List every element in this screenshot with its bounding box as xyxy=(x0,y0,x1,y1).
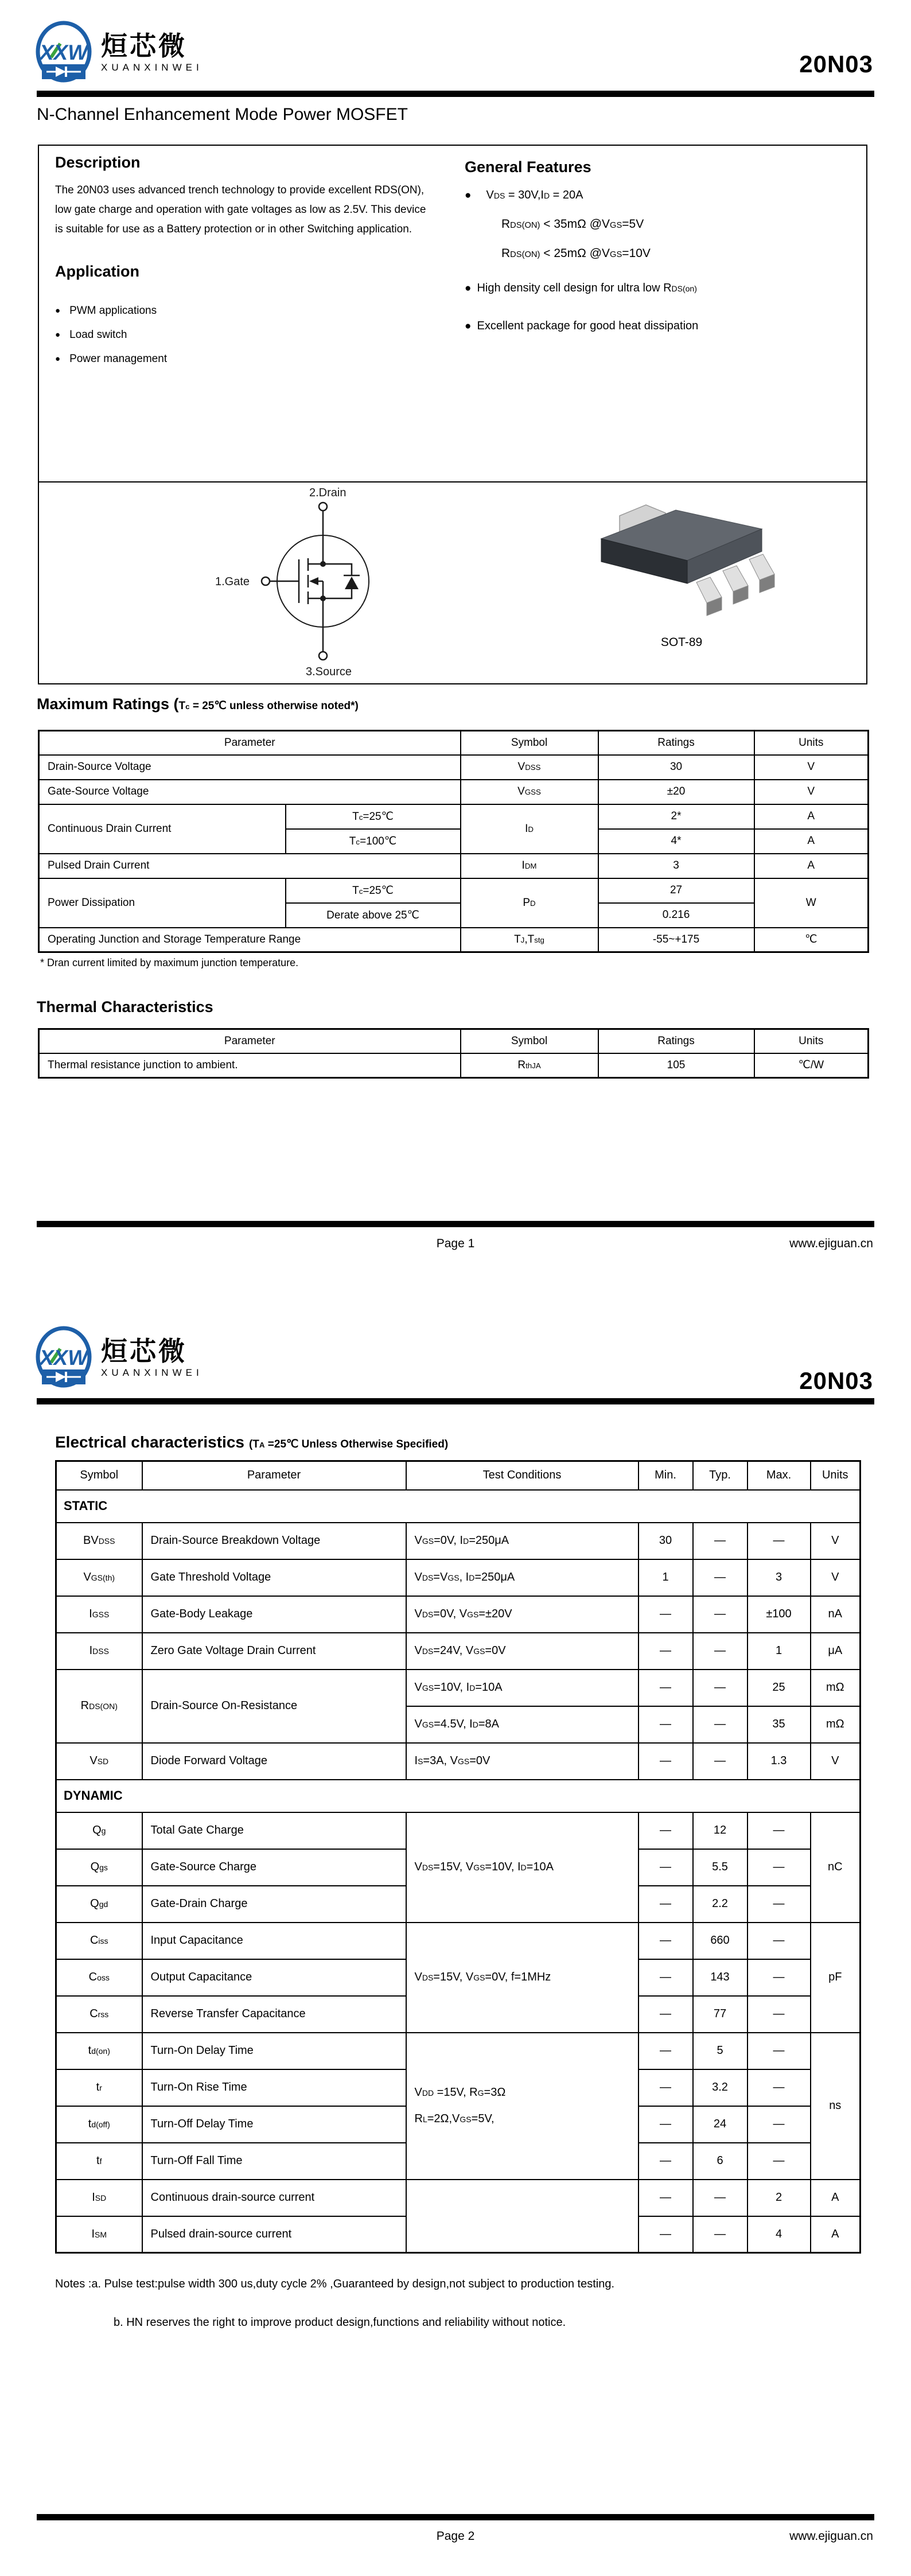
overview-text-area xyxy=(39,146,866,482)
table-cell: Tc=25℃ xyxy=(286,804,461,829)
table-cell: Qg xyxy=(56,1812,142,1849)
document-title: N-Channel Enhancement Mode Power MOSFET xyxy=(37,105,408,124)
column-header: Symbol xyxy=(461,731,598,755)
table-cell: 30 xyxy=(639,1523,693,1559)
table-cell: Gate Threshold Voltage xyxy=(142,1559,406,1596)
table-cell: — xyxy=(639,1996,693,2033)
bullet-icon: ● xyxy=(55,306,61,316)
table-cell: — xyxy=(748,1523,811,1559)
feature-item-label: High density cell design for ultra low RDS(on) xyxy=(477,282,697,294)
features-column xyxy=(465,158,844,336)
table-cell: — xyxy=(748,2143,811,2180)
bullet-icon: ● xyxy=(55,354,61,364)
mosfet-symbol-diagram xyxy=(168,484,421,681)
table-cell: nC xyxy=(811,1812,861,1923)
table-cell: 12 xyxy=(693,1812,748,1849)
table-cell: Zero Gate Voltage Drain Current xyxy=(142,1633,406,1670)
table-cell: V xyxy=(754,780,869,804)
table-cell: 1 xyxy=(639,1559,693,1596)
table-cell: td(on) xyxy=(56,2033,142,2069)
table-cell: -55~+175 xyxy=(598,928,754,952)
table-cell: — xyxy=(639,1670,693,1706)
table-cell: A xyxy=(754,854,869,878)
table-cell: VDS=15V, VGS=0V, f=1MHz xyxy=(406,1923,639,2033)
column-header: Parameter xyxy=(39,1029,461,1053)
table-cell: mΩ xyxy=(811,1670,861,1706)
header-divider xyxy=(37,91,874,97)
table-cell: Thermal resistance junction to ambient. xyxy=(39,1053,461,1078)
table-cell: 143 xyxy=(693,1959,748,1996)
table-cell: — xyxy=(693,1743,748,1780)
table-cell: VDD =15V, RG=3Ω RL=2Ω,VGS=5V, xyxy=(406,2033,639,2180)
list-item-label: PWM applications xyxy=(69,304,157,317)
table-cell: mΩ xyxy=(811,1706,861,1743)
table-cell: ISD xyxy=(56,2180,142,2216)
column-header: Units xyxy=(754,1029,869,1053)
table-cell: A xyxy=(754,829,869,854)
table-cell: Gate-Source Charge xyxy=(142,1849,406,1886)
table-cell: 4* xyxy=(598,829,754,854)
table-cell: VDS=0V, VGS=±20V xyxy=(406,1596,639,1633)
section-row-label: DYNAMIC xyxy=(56,1780,861,1812)
column-header: Min. xyxy=(639,1461,693,1490)
table-cell: Gate-Source Voltage xyxy=(39,780,461,804)
page-number: Page 1 xyxy=(436,1237,475,1250)
table-cell: 5 xyxy=(693,2033,748,2069)
list-item xyxy=(55,305,435,317)
table-cell: A xyxy=(811,2216,861,2253)
table-cell: — xyxy=(639,2033,693,2069)
column-header: Ratings xyxy=(598,1029,754,1053)
table-cell: μA xyxy=(811,1633,861,1670)
maximum-ratings-table xyxy=(38,730,869,953)
table-cell: V xyxy=(754,755,869,780)
table-cell: 24 xyxy=(693,2106,748,2143)
brand-name-cn: 烜芯微 xyxy=(101,31,187,61)
table-cell: Tc=100℃ xyxy=(286,829,461,854)
table-cell: — xyxy=(748,2069,811,2106)
table-cell: ISM xyxy=(56,2216,142,2253)
electrical-characteristics-heading xyxy=(55,1433,448,1452)
column-header: Units xyxy=(754,731,869,755)
table-cell: — xyxy=(693,1670,748,1706)
brand-text-block xyxy=(101,32,203,73)
table-cell: 4 xyxy=(748,2216,811,2253)
list-item-label: Load switch xyxy=(69,328,127,341)
part-number: 20N03 xyxy=(799,50,873,77)
logo-mark-icon xyxy=(34,20,93,85)
table-cell: A xyxy=(754,804,869,829)
application-heading: Application xyxy=(55,262,139,280)
table-cell: 2.2 xyxy=(693,1886,748,1923)
footer-divider xyxy=(37,1221,874,1227)
table-cell: Coss xyxy=(56,1959,142,1996)
table-cell: VDS=15V, VGS=10V, ID=10A xyxy=(406,1812,639,1923)
feature-item-label: VDS = 30V,ID = 20A xyxy=(486,189,583,201)
table-cell: V xyxy=(811,1523,861,1559)
table-cell: Drain-Source Voltage xyxy=(39,755,461,780)
brand-text-block xyxy=(101,1337,203,1378)
brand-name-cn: 烜芯微 xyxy=(101,1336,187,1367)
table-cell: Diode Forward Voltage xyxy=(142,1743,406,1780)
table-cell: — xyxy=(748,1849,811,1886)
table-cell: ±100 xyxy=(748,1596,811,1633)
feature-item xyxy=(465,316,844,336)
notes-line-a: Notes :a. Pulse test:pulse width 300 us,duty cycle 2% ,Guaranteed by design,not subject to production testing. xyxy=(55,2278,615,2290)
table-cell: nA xyxy=(811,1596,861,1633)
section-row-label: STATIC xyxy=(56,1490,861,1523)
package-label: SOT-89 xyxy=(660,636,703,649)
column-header: Ratings xyxy=(598,731,754,755)
table-cell: IDM xyxy=(461,854,598,878)
table-cell: — xyxy=(639,1812,693,1849)
gate-label: 1.Gate xyxy=(215,575,250,588)
table-cell: 35 xyxy=(748,1706,811,1743)
heading-text: Maximum Ratings ( xyxy=(37,695,179,713)
table-cell: — xyxy=(639,2143,693,2180)
table-cell: Turn-Off Delay Time xyxy=(142,2106,406,2143)
header-divider xyxy=(37,1398,874,1404)
feature-detail: RDS(ON) < 25mΩ @VGS=10V xyxy=(501,247,651,260)
table-cell: 77 xyxy=(693,1996,748,2033)
table-cell: 6 xyxy=(693,2143,748,2180)
description-column xyxy=(55,154,435,377)
table-cell: VGSS xyxy=(461,780,598,804)
website-link[interactable]: www.ejiguan.cn xyxy=(789,1237,873,1250)
table-cell: VGS=0V, ID=250μA xyxy=(406,1523,639,1559)
drain-label: 2.Drain xyxy=(309,487,347,499)
table-cell: Pulsed drain-source current xyxy=(142,2216,406,2253)
column-header: Symbol xyxy=(461,1029,598,1053)
table-cell: — xyxy=(693,2180,748,2216)
electrical-characteristics-table xyxy=(55,1460,861,2254)
feature-item-label: Excellent package for good heat dissipation xyxy=(477,320,699,333)
table-cell: — xyxy=(639,1959,693,1996)
table-cell: Total Gate Charge xyxy=(142,1812,406,1849)
column-header: Parameter xyxy=(39,731,461,755)
heading-note: (TA =25℃ Unless Otherwise Specified) xyxy=(248,1438,449,1450)
table-cell xyxy=(406,2180,639,2253)
package-illustration xyxy=(575,497,788,649)
table-cell: ℃ xyxy=(754,928,869,952)
feature-item xyxy=(465,278,844,298)
table-cell: — xyxy=(748,2106,811,2143)
column-header: Parameter xyxy=(142,1461,406,1490)
table-cell: Gate-Body Leakage xyxy=(142,1596,406,1633)
table-cell: Drain-Source Breakdown Voltage xyxy=(142,1523,406,1559)
table-cell: td(off) xyxy=(56,2106,142,2143)
table-cell: 0.216 xyxy=(598,903,754,928)
table-cell: 30 xyxy=(598,755,754,780)
table-cell: VDS=24V, VGS=0V xyxy=(406,1633,639,1670)
table-cell: A xyxy=(811,2180,861,2216)
table-cell: — xyxy=(693,1559,748,1596)
overview-box xyxy=(38,145,867,684)
table-cell: Power Dissipation xyxy=(39,878,286,928)
table-cell: IS=3A, VGS=0V xyxy=(406,1743,639,1780)
table-cell: IGSS xyxy=(56,1596,142,1633)
brand-name-en: XUANXINWEI xyxy=(101,1367,203,1378)
table-cell: TJ,Tstg xyxy=(461,928,598,952)
table-cell: — xyxy=(693,2216,748,2253)
application-list xyxy=(55,305,435,365)
footer-divider xyxy=(37,2514,874,2520)
table-cell: Turn-Off Fall Time xyxy=(142,2143,406,2180)
bullet-icon: ● xyxy=(55,330,61,340)
table-cell: V xyxy=(811,1743,861,1780)
table-cell: — xyxy=(639,1633,693,1670)
table-cell: RDS(ON) xyxy=(56,1670,142,1743)
features-heading: General Features xyxy=(465,158,591,176)
table-cell: VGS=10V, ID=10A xyxy=(406,1670,639,1706)
table-cell: ±20 xyxy=(598,780,754,804)
table-cell: — xyxy=(639,2180,693,2216)
table-cell: V xyxy=(811,1559,861,1596)
table-cell: 27 xyxy=(598,878,754,903)
bullet-icon: ● xyxy=(465,282,472,294)
bullet-icon: ● xyxy=(465,320,472,333)
column-header: Units xyxy=(811,1461,861,1490)
heading-text: Electrical characteristics xyxy=(55,1433,244,1451)
logo-mark-icon xyxy=(34,1325,93,1391)
heading-note: Tc = 25℃ unless otherwise noted*) xyxy=(178,700,359,712)
part-number: 20N03 xyxy=(799,1367,873,1394)
brand-name-en: XUANXINWEI xyxy=(101,61,203,73)
table-cell: Input Capacitance xyxy=(142,1923,406,1959)
diagram-area xyxy=(39,482,866,683)
table-cell: 3 xyxy=(598,854,754,878)
column-header: Test Conditions xyxy=(406,1461,639,1490)
table-cell: tr xyxy=(56,2069,142,2106)
table-cell: Operating Junction and Storage Temperature Range xyxy=(39,928,461,952)
logo-letters: XXW xyxy=(39,1346,88,1369)
sot89-package-icon xyxy=(584,497,779,629)
table-cell: — xyxy=(748,1923,811,1959)
table-cell: 25 xyxy=(748,1670,811,1706)
table-cell: Qgs xyxy=(56,1849,142,1886)
table-cell: 1.3 xyxy=(748,1743,811,1780)
table-cell: VDSS xyxy=(461,755,598,780)
datasheet-page-2 xyxy=(0,1288,911,2576)
table-cell: Gate-Drain Charge xyxy=(142,1886,406,1923)
company-logo xyxy=(34,1325,203,1391)
table-cell: Pulsed Drain Current xyxy=(39,854,461,878)
table-cell: — xyxy=(639,1706,693,1743)
table-footnote: * Dran current limited by maximum junction temperature. xyxy=(40,957,299,968)
thermal-characteristics-table xyxy=(38,1028,869,1079)
table-cell: — xyxy=(693,1596,748,1633)
company-logo xyxy=(34,20,203,85)
table-cell: — xyxy=(639,1596,693,1633)
table-cell: Reverse Transfer Capacitance xyxy=(142,1996,406,2033)
table-cell: — xyxy=(748,1812,811,1849)
table-cell: — xyxy=(639,2216,693,2253)
table-cell: 5.5 xyxy=(693,1849,748,1886)
table-cell: 105 xyxy=(598,1053,754,1078)
table-cell: — xyxy=(693,1706,748,1743)
table-cell: RthJA xyxy=(461,1053,598,1078)
table-cell: ID xyxy=(461,804,598,854)
table-cell: — xyxy=(693,1523,748,1559)
table-cell: — xyxy=(639,2106,693,2143)
table-cell: tf xyxy=(56,2143,142,2180)
list-item-label: Power management xyxy=(69,352,168,365)
table-cell: Continuous drain-source current xyxy=(142,2180,406,2216)
table-cell: — xyxy=(639,1849,693,1886)
website-link[interactable]: www.ejiguan.cn xyxy=(789,2530,873,2543)
logo-letters: XXW xyxy=(39,41,88,64)
table-cell: 2* xyxy=(598,804,754,829)
table-cell: IDSS xyxy=(56,1633,142,1670)
column-header: Typ. xyxy=(693,1461,748,1490)
table-cell: — xyxy=(639,1886,693,1923)
table-cell: VGS=4.5V, ID=8A xyxy=(406,1706,639,1743)
table-cell: pF xyxy=(811,1923,861,2033)
table-cell: Derate above 25℃ xyxy=(286,903,461,928)
page-number: Page 2 xyxy=(436,2530,475,2543)
table-cell: VSD xyxy=(56,1743,142,1780)
table-cell: Turn-On Rise Time xyxy=(142,2069,406,2106)
table-cell: — xyxy=(748,1996,811,2033)
table-cell: Continuous Drain Current xyxy=(39,804,286,854)
table-cell: — xyxy=(693,1633,748,1670)
source-label: 3.Source xyxy=(306,666,352,678)
max-ratings-heading xyxy=(37,695,359,713)
list-item xyxy=(55,329,435,341)
list-item xyxy=(55,353,435,365)
column-header: Max. xyxy=(748,1461,811,1490)
table-cell: 1 xyxy=(748,1633,811,1670)
table-cell: Ciss xyxy=(56,1923,142,1959)
table-cell: — xyxy=(748,1886,811,1923)
table-cell: Crss xyxy=(56,1996,142,2033)
description-text: The 20N03 uses advanced trench technology to provide excellent RDS(ON), low gate charge and operation with gate voltages as low as 2.5V. This device is suitable for use as a Battery protection or in other Switching application. xyxy=(55,184,426,236)
notes-line-b: b. HN reserves the right to improve product design,functions and reliability without notice. xyxy=(114,2316,566,2329)
column-header: Symbol xyxy=(56,1461,142,1490)
feature-item xyxy=(465,189,844,202)
thermal-heading xyxy=(37,998,213,1016)
table-cell: Output Capacitance xyxy=(142,1959,406,1996)
table-cell: ℃/W xyxy=(754,1053,869,1078)
table-cell: — xyxy=(748,1959,811,1996)
description-heading: Description xyxy=(55,154,141,171)
table-cell: — xyxy=(639,1923,693,1959)
table-cell: VGS(th) xyxy=(56,1559,142,1596)
table-cell: — xyxy=(748,2033,811,2069)
bullet-icon: ● xyxy=(465,189,472,201)
table-cell: Tc=25℃ xyxy=(286,878,461,903)
table-cell: — xyxy=(639,2069,693,2106)
table-cell: W xyxy=(754,878,869,928)
table-cell: ns xyxy=(811,2033,861,2180)
table-cell: Drain-Source On-Resistance xyxy=(142,1670,406,1743)
table-cell: BVDSS xyxy=(56,1523,142,1559)
table-cell: 2 xyxy=(748,2180,811,2216)
feature-detail: RDS(ON) < 35mΩ @VGS=5V xyxy=(501,217,644,231)
table-cell: 3.2 xyxy=(693,2069,748,2106)
table-cell: — xyxy=(639,1743,693,1780)
table-cell: 3 xyxy=(748,1559,811,1596)
table-cell: Qgd xyxy=(56,1886,142,1923)
table-cell: PD xyxy=(461,878,598,928)
table-cell: VDS=VGS, ID=250μA xyxy=(406,1559,639,1596)
table-cell: Turn-On Delay Time xyxy=(142,2033,406,2069)
heading-text: Thermal Characteristics xyxy=(37,998,213,1015)
table-cell: 660 xyxy=(693,1923,748,1959)
